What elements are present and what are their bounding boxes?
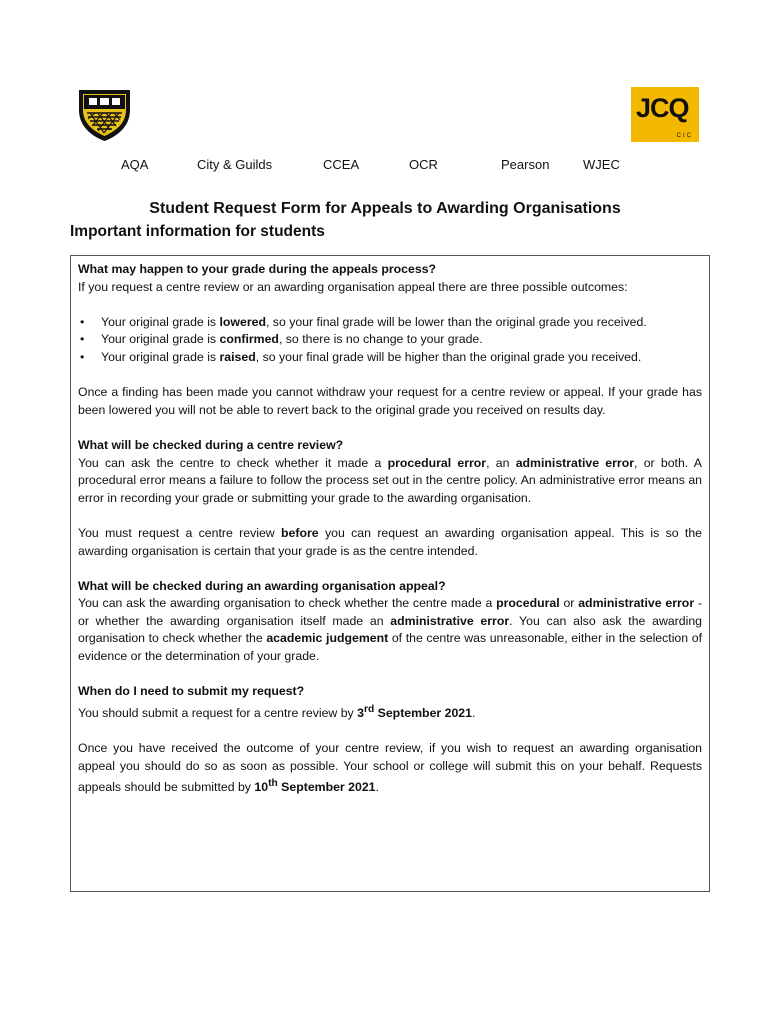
jcq-logo-text: JCQ — [636, 93, 689, 123]
awarding-bodies-row — [0, 157, 770, 175]
list-item: • Your original grade is confirmed, so there is no change to your grade. — [78, 331, 702, 349]
centre-review-heading: What will be checked during a centre review? — [78, 437, 344, 452]
centre-review-text: You can ask the centre to check whether it made a procedural error, an administrative error, or both. A procedural error means a failure to follow the process set out in the centre policy. An administrative error means an error in recording your grade or submitting your grade to the awarding organisation. — [78, 455, 702, 505]
board-ccea: CCEA — [323, 157, 360, 172]
review-deadline-text: You should submit a request for a centre review by 3rd September 2021. — [78, 703, 476, 720]
school-crest-logo — [76, 86, 133, 143]
outcomes-heading: What may happen to your grade during the appeals process? — [78, 262, 437, 276]
list-item: • Your original grade is raised, so your final grade will be higher than the original grade you received. — [78, 349, 702, 367]
appeal-text: You can ask the awarding organisation to check whether the centre made a procedural or administrative error - or whether the awarding organisation itself made an administrative error. You can also ask the awarding organisation to check whether the academic judgement of the centre was unreasonable, either in the selection of evidence or the determination of your grade. — [78, 596, 703, 664]
outcomes-list — [78, 314, 702, 367]
board-pearson: Pearson — [501, 157, 550, 172]
appeal-deadline-text: Once you have received the outcome of your centre review, if you wish to request an awarding organisation appeal you should do so as soon as possible. Your school or college will submit this on your behalf. Requests appeals should be submitted by 10th September 2021. — [78, 741, 702, 795]
outcomes-intro: If you request a centre review or an awarding organisation appeal there are three possible outcomes: — [78, 279, 628, 294]
board-ocr: OCR — [409, 157, 438, 172]
jcq-logo — [631, 87, 699, 142]
information-box — [70, 255, 710, 892]
board-city-guilds: City & Guilds — [197, 157, 273, 172]
jcq-logo-subtext: CIC — [676, 133, 693, 139]
centre-review-order-text: You must request a centre review before you can request an awarding organisation appeal. This is so the awarding organisation is certain that your grade is as the centre intended. — [78, 525, 703, 558]
board-wjec: WJEC — [583, 157, 620, 172]
board-aqa: AQA — [121, 157, 149, 172]
appeal-heading: What will be checked during an awarding organisation appeal? — [78, 578, 446, 593]
deadline-heading: When do I need to submit my request? — [78, 684, 305, 699]
section-subtitle: Important information for students — [70, 223, 325, 240]
withdraw-note: Once a finding has been made you cannot withdraw your request for a centre review or appeal. If your grade has been lowered you will not be able to revert back to the original grade you received on results day. — [78, 385, 702, 417]
page-title: Student Request Form for Appeals to Awarding Organisations — [149, 200, 621, 217]
list-item: • Your original grade is lowered, so your final grade will be lower than the original grade you received. — [78, 314, 702, 332]
